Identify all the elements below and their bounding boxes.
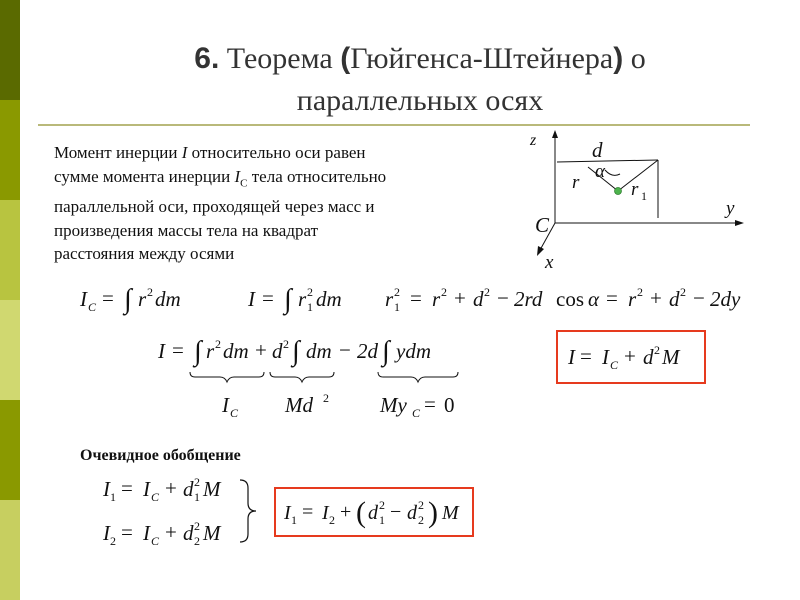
sub-2: 2 (418, 513, 424, 527)
minus-sign: − (497, 286, 509, 310)
text-run: Момент инерции (54, 143, 182, 162)
sub-2: 2 (194, 534, 200, 548)
ydm-symbol: ydm (396, 339, 431, 363)
integral-sign: ∫ (124, 284, 132, 315)
axis-y-label: y (726, 198, 735, 219)
theorem-statement (54, 141, 504, 266)
r1-symbol: r (385, 287, 394, 311)
sub-2: 2 (329, 513, 335, 527)
axis-x-label: x (545, 252, 554, 273)
two-dy: 2dy (710, 287, 741, 311)
eq-sign: = (302, 501, 314, 523)
formula-expansion (150, 332, 470, 422)
text-run: сумме момента инерции (54, 166, 235, 186)
brace-my-sub: C (412, 406, 421, 420)
alpha-arc (605, 170, 620, 175)
two-rd: 2rd (514, 287, 543, 311)
integral-sign: ∫ (292, 336, 300, 367)
zero-value: 0 (444, 393, 455, 417)
d-symbol: d (669, 287, 680, 311)
x-axis-arrow (537, 246, 544, 256)
eq-sign: = (172, 338, 184, 362)
i1-symbol: I (103, 477, 110, 501)
m-symbol: M (203, 477, 221, 501)
sub-1: 1 (194, 490, 200, 504)
i1-symbol: I (284, 502, 291, 524)
symbol-C: C (240, 176, 248, 189)
two-d: 2d (357, 339, 378, 363)
cos-symbol: cos (556, 287, 584, 311)
mass-point (615, 188, 622, 195)
sidebar-stripe (0, 200, 20, 300)
square-exp: 2 (654, 343, 660, 357)
result-formula (558, 332, 704, 382)
plus-sign: + (165, 520, 177, 544)
generalization-heading: Очевидное обобщение (80, 447, 241, 464)
sub-1: 1 (291, 513, 297, 527)
z-axis-arrow (552, 130, 558, 138)
ic-sub: C (151, 490, 160, 504)
plus-sign: + (165, 476, 177, 500)
slide-title (40, 38, 800, 122)
brace-my: My (380, 393, 407, 417)
eq-sign: = (121, 520, 133, 544)
square-exp: 2 (194, 475, 200, 489)
square-exp: 2 (418, 498, 424, 512)
d-symbol: d (407, 502, 417, 524)
r-label: r (572, 172, 580, 193)
distance-d-line (557, 160, 658, 162)
generalization-box (274, 487, 474, 537)
text-run: относительно оси равен (187, 143, 366, 162)
statement-line (54, 165, 504, 196)
i2-symbol: I (103, 521, 110, 545)
paren-open: ( (356, 496, 366, 529)
title-names: Гюйгенса-Штейнера (350, 42, 614, 75)
minus-sign: − (693, 286, 705, 310)
m-symbol: M (662, 345, 680, 369)
minus-sign: − (339, 338, 351, 362)
ic-sub: C (610, 358, 619, 372)
plus-sign: + (454, 286, 466, 310)
r1-sub: 1 (394, 300, 400, 314)
title-paren-open: ( (340, 42, 351, 75)
ic-symbol: I (143, 521, 150, 545)
square-exp: 2 (194, 519, 200, 533)
i-symbol: I (248, 287, 255, 311)
d-label: d (592, 138, 603, 162)
dm-symbol: dm (223, 339, 249, 363)
plus-sign: + (255, 338, 267, 362)
d-symbol: d (643, 345, 654, 369)
paren-close: ) (428, 496, 438, 529)
eq-sign: = (606, 286, 618, 310)
title-line-2: параллельных осях (296, 84, 544, 117)
alpha-symbol: α (588, 287, 600, 311)
m-symbol: M (203, 521, 221, 545)
sidebar-stripe (0, 500, 20, 600)
axes-diagram (520, 128, 770, 273)
connecting-brace (238, 478, 268, 548)
square-exp: 2 (441, 285, 447, 299)
ic-symbol: I (80, 287, 87, 311)
underbrace (378, 372, 458, 382)
brace-ic: I (222, 393, 229, 417)
statement-line: расстояния между осями (54, 244, 235, 264)
d-symbol: d (473, 287, 484, 311)
dm-symbol: dm (316, 287, 342, 311)
generalization-result (276, 489, 472, 535)
origin-label: C (535, 213, 550, 237)
text-run: тела относительно (247, 166, 387, 186)
minus-sign: − (390, 501, 402, 523)
statement-line (54, 141, 504, 165)
r1-sub: 1 (307, 300, 313, 314)
underbrace (190, 372, 264, 382)
d-symbol: d (272, 339, 283, 363)
title-number: 6. (194, 42, 220, 75)
underbrace (270, 372, 334, 382)
brace-md: Md (285, 393, 313, 417)
sub-1: 1 (379, 513, 385, 527)
r1-subscript: 1 (641, 189, 647, 203)
d-symbol: d (368, 502, 378, 524)
sub-2: 2 (110, 534, 116, 548)
r-symbol: r (432, 287, 441, 311)
plus-sign: + (650, 286, 662, 310)
eq-sign: = (102, 286, 114, 310)
plus-sign: + (340, 501, 352, 523)
right-brace (240, 480, 256, 542)
r-symbol: r (206, 339, 215, 363)
formula-row-1 (70, 278, 770, 322)
eq-sign: = (410, 286, 422, 310)
integral-sign: ∫ (194, 336, 202, 367)
eq-sign: = (424, 392, 436, 416)
integral-sign: ∫ (284, 284, 292, 315)
square-exp: 2 (379, 498, 385, 512)
title-word: о (630, 42, 646, 75)
square-exp: 2 (307, 285, 313, 299)
d-symbol: d (183, 477, 194, 501)
sidebar-stripe (0, 100, 20, 200)
ic-sub: C (88, 300, 97, 314)
ic-sub: C (151, 534, 160, 548)
r-symbol: r (628, 287, 637, 311)
square-exp: 2 (484, 285, 490, 299)
sidebar-decoration (0, 0, 20, 600)
ic-symbol: I (602, 345, 609, 369)
i-symbol: I (158, 339, 165, 363)
plus-sign: + (624, 344, 636, 368)
sidebar-stripe (0, 400, 20, 500)
eq-sign: = (262, 286, 274, 310)
result-box (556, 330, 706, 384)
symbol-I: I (181, 143, 188, 162)
axis-z-label: z (530, 132, 537, 149)
title-divider (38, 124, 750, 126)
statement-line: параллельной оси, проходящей через масс и (54, 197, 375, 217)
square-exp: 2 (323, 391, 329, 405)
title-paren-close: ) (613, 42, 624, 75)
symbol-I: I (234, 166, 241, 186)
title-word: Теорема (226, 42, 333, 75)
i2-symbol: I (322, 502, 329, 524)
brace-ic-sub: C (230, 406, 239, 420)
square-exp: 2 (147, 285, 153, 299)
square-exp: 2 (394, 285, 400, 299)
square-exp: 2 (283, 337, 289, 351)
m-symbol: M (442, 502, 459, 524)
integral-sign: ∫ (382, 336, 390, 367)
eq-sign: = (121, 476, 133, 500)
title-line-1 (40, 38, 800, 80)
alpha-label: α (595, 161, 605, 182)
r1-label: r (631, 179, 639, 200)
square-exp: 2 (215, 337, 221, 351)
square-exp: 2 (680, 285, 686, 299)
i-symbol: I (568, 345, 575, 369)
d-symbol: d (183, 521, 194, 545)
y-axis-arrow (735, 220, 744, 226)
r-symbol: r (138, 287, 147, 311)
sub-1: 1 (110, 490, 116, 504)
eq-sign: = (580, 344, 592, 368)
sidebar-stripe (0, 0, 20, 100)
square-exp: 2 (637, 285, 643, 299)
dm-symbol: dm (155, 287, 181, 311)
sidebar-stripe (0, 300, 20, 400)
dm-symbol: dm (306, 339, 332, 363)
r1-symbol: r (298, 287, 307, 311)
statement-line: произведения массы тела на квадрат (54, 220, 319, 240)
ic-symbol: I (143, 477, 150, 501)
